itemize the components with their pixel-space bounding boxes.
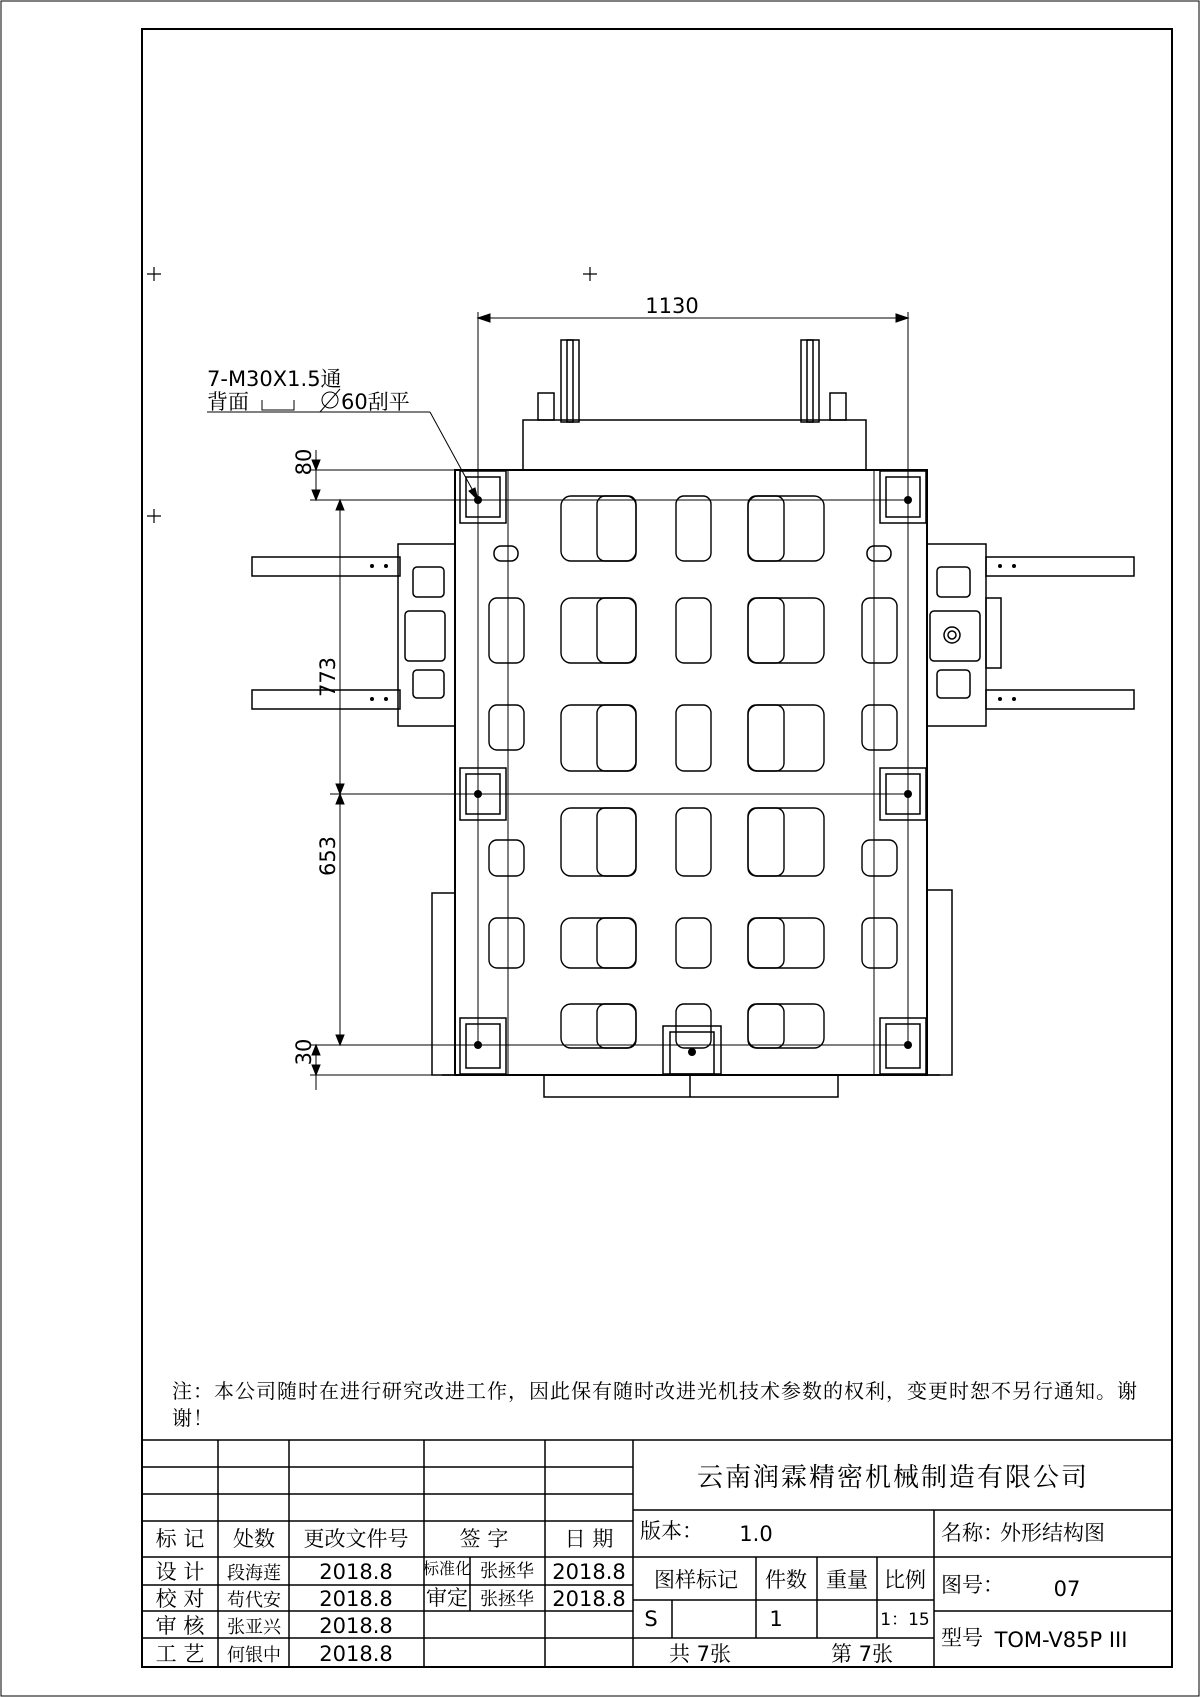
header-sign: 签 字 <box>459 1527 509 1551</box>
row-role: 工 艺 <box>155 1642 205 1666</box>
standardization-date: 2018.8 <box>552 1560 626 1584</box>
header-doc: 更改文件号 <box>303 1527 409 1551</box>
bottom-plate <box>544 1075 838 1097</box>
approval-label: 审定 <box>426 1586 468 1610</box>
row-role: 审 核 <box>155 1614 205 1638</box>
version-value: 1.0 <box>739 1522 773 1546</box>
row-role: 校 对 <box>155 1587 205 1611</box>
name-label: 名称： <box>941 1521 1004 1545</box>
row-name: 苟代安 <box>227 1590 281 1611</box>
header-date: 日 期 <box>564 1527 614 1551</box>
count-value: 1 <box>769 1607 783 1631</box>
dim-width-text: 1130 <box>645 294 699 318</box>
row-date: 2018.8 <box>319 1587 393 1611</box>
dim-bottom-offset-text: 30 <box>292 1038 316 1066</box>
standardization-label: 标准化 <box>422 1559 472 1578</box>
dimension-lines <box>207 312 908 1090</box>
row-date: 2018.8 <box>319 1642 393 1666</box>
sheet-edge <box>1 1 1199 1696</box>
machine-outline <box>252 340 1134 1097</box>
model-label: 型号 <box>941 1626 983 1650</box>
scale-value: 1：15 <box>880 1610 930 1630</box>
row-role: 设 计 <box>155 1560 205 1584</box>
total-sheets: 共 7张 <box>668 1642 732 1666</box>
approval-name: 张拯华 <box>480 1589 534 1610</box>
sample-mark-value: S <box>644 1607 658 1631</box>
approval-date: 2018.8 <box>552 1587 626 1611</box>
right-rail-lower <box>986 690 1134 709</box>
dim-top-offset-text: 80 <box>292 448 316 476</box>
left-rail-upper <box>252 557 400 576</box>
drawing-no-label: 图号： <box>941 1573 1004 1597</box>
callout-counterbore-text: 60刮平 <box>341 390 410 414</box>
standardization-name: 张拯华 <box>480 1561 534 1582</box>
col-weight: 重量 <box>826 1568 868 1592</box>
left-lower-plate <box>432 893 455 1075</box>
tapped-holes <box>474 496 912 1056</box>
row-name: 何银中 <box>227 1645 281 1666</box>
right-post <box>801 340 819 422</box>
header-mark: 标 记 <box>155 1527 205 1551</box>
dim-upper-span-text: 773 <box>316 656 340 698</box>
name-value: 外形结构图 <box>1000 1521 1105 1545</box>
cast-windows <box>489 496 897 1048</box>
col-count: 件数 <box>765 1568 807 1592</box>
right-lower-plate <box>927 890 952 1075</box>
col-scale: 比例 <box>884 1568 926 1592</box>
version-label: 版本： <box>640 1519 703 1543</box>
row-date: 2018.8 <box>319 1614 393 1638</box>
row-name: 段海莲 <box>227 1563 281 1584</box>
right-rail-upper <box>986 557 1134 576</box>
left-post <box>561 340 579 422</box>
header-place: 处数 <box>233 1527 275 1551</box>
row-name: 张亚兴 <box>227 1617 281 1638</box>
callout-thread-text: 7-M30X1.5通 <box>207 367 342 391</box>
dim-lower-span-text: 653 <box>316 835 340 877</box>
callout-backface-text: 背面 <box>207 390 249 414</box>
model-value: TOM-V85P III <box>994 1628 1128 1652</box>
sheet-number: 第 7张 <box>830 1642 894 1666</box>
row-date: 2018.8 <box>319 1560 393 1584</box>
head-block <box>523 420 866 470</box>
company-name: 云南润霖精密机械制造有限公司 <box>696 1463 1090 1493</box>
drawing-no-value: 07 <box>1053 1577 1081 1601</box>
revision-note: 注：本公司随时在进行研究改进工作，因此保有随时改进光机技术参数的权利，变更时恕不另行通知。谢谢！ <box>172 1379 1138 1430</box>
col-sample-mark: 图样标记 <box>654 1568 738 1592</box>
